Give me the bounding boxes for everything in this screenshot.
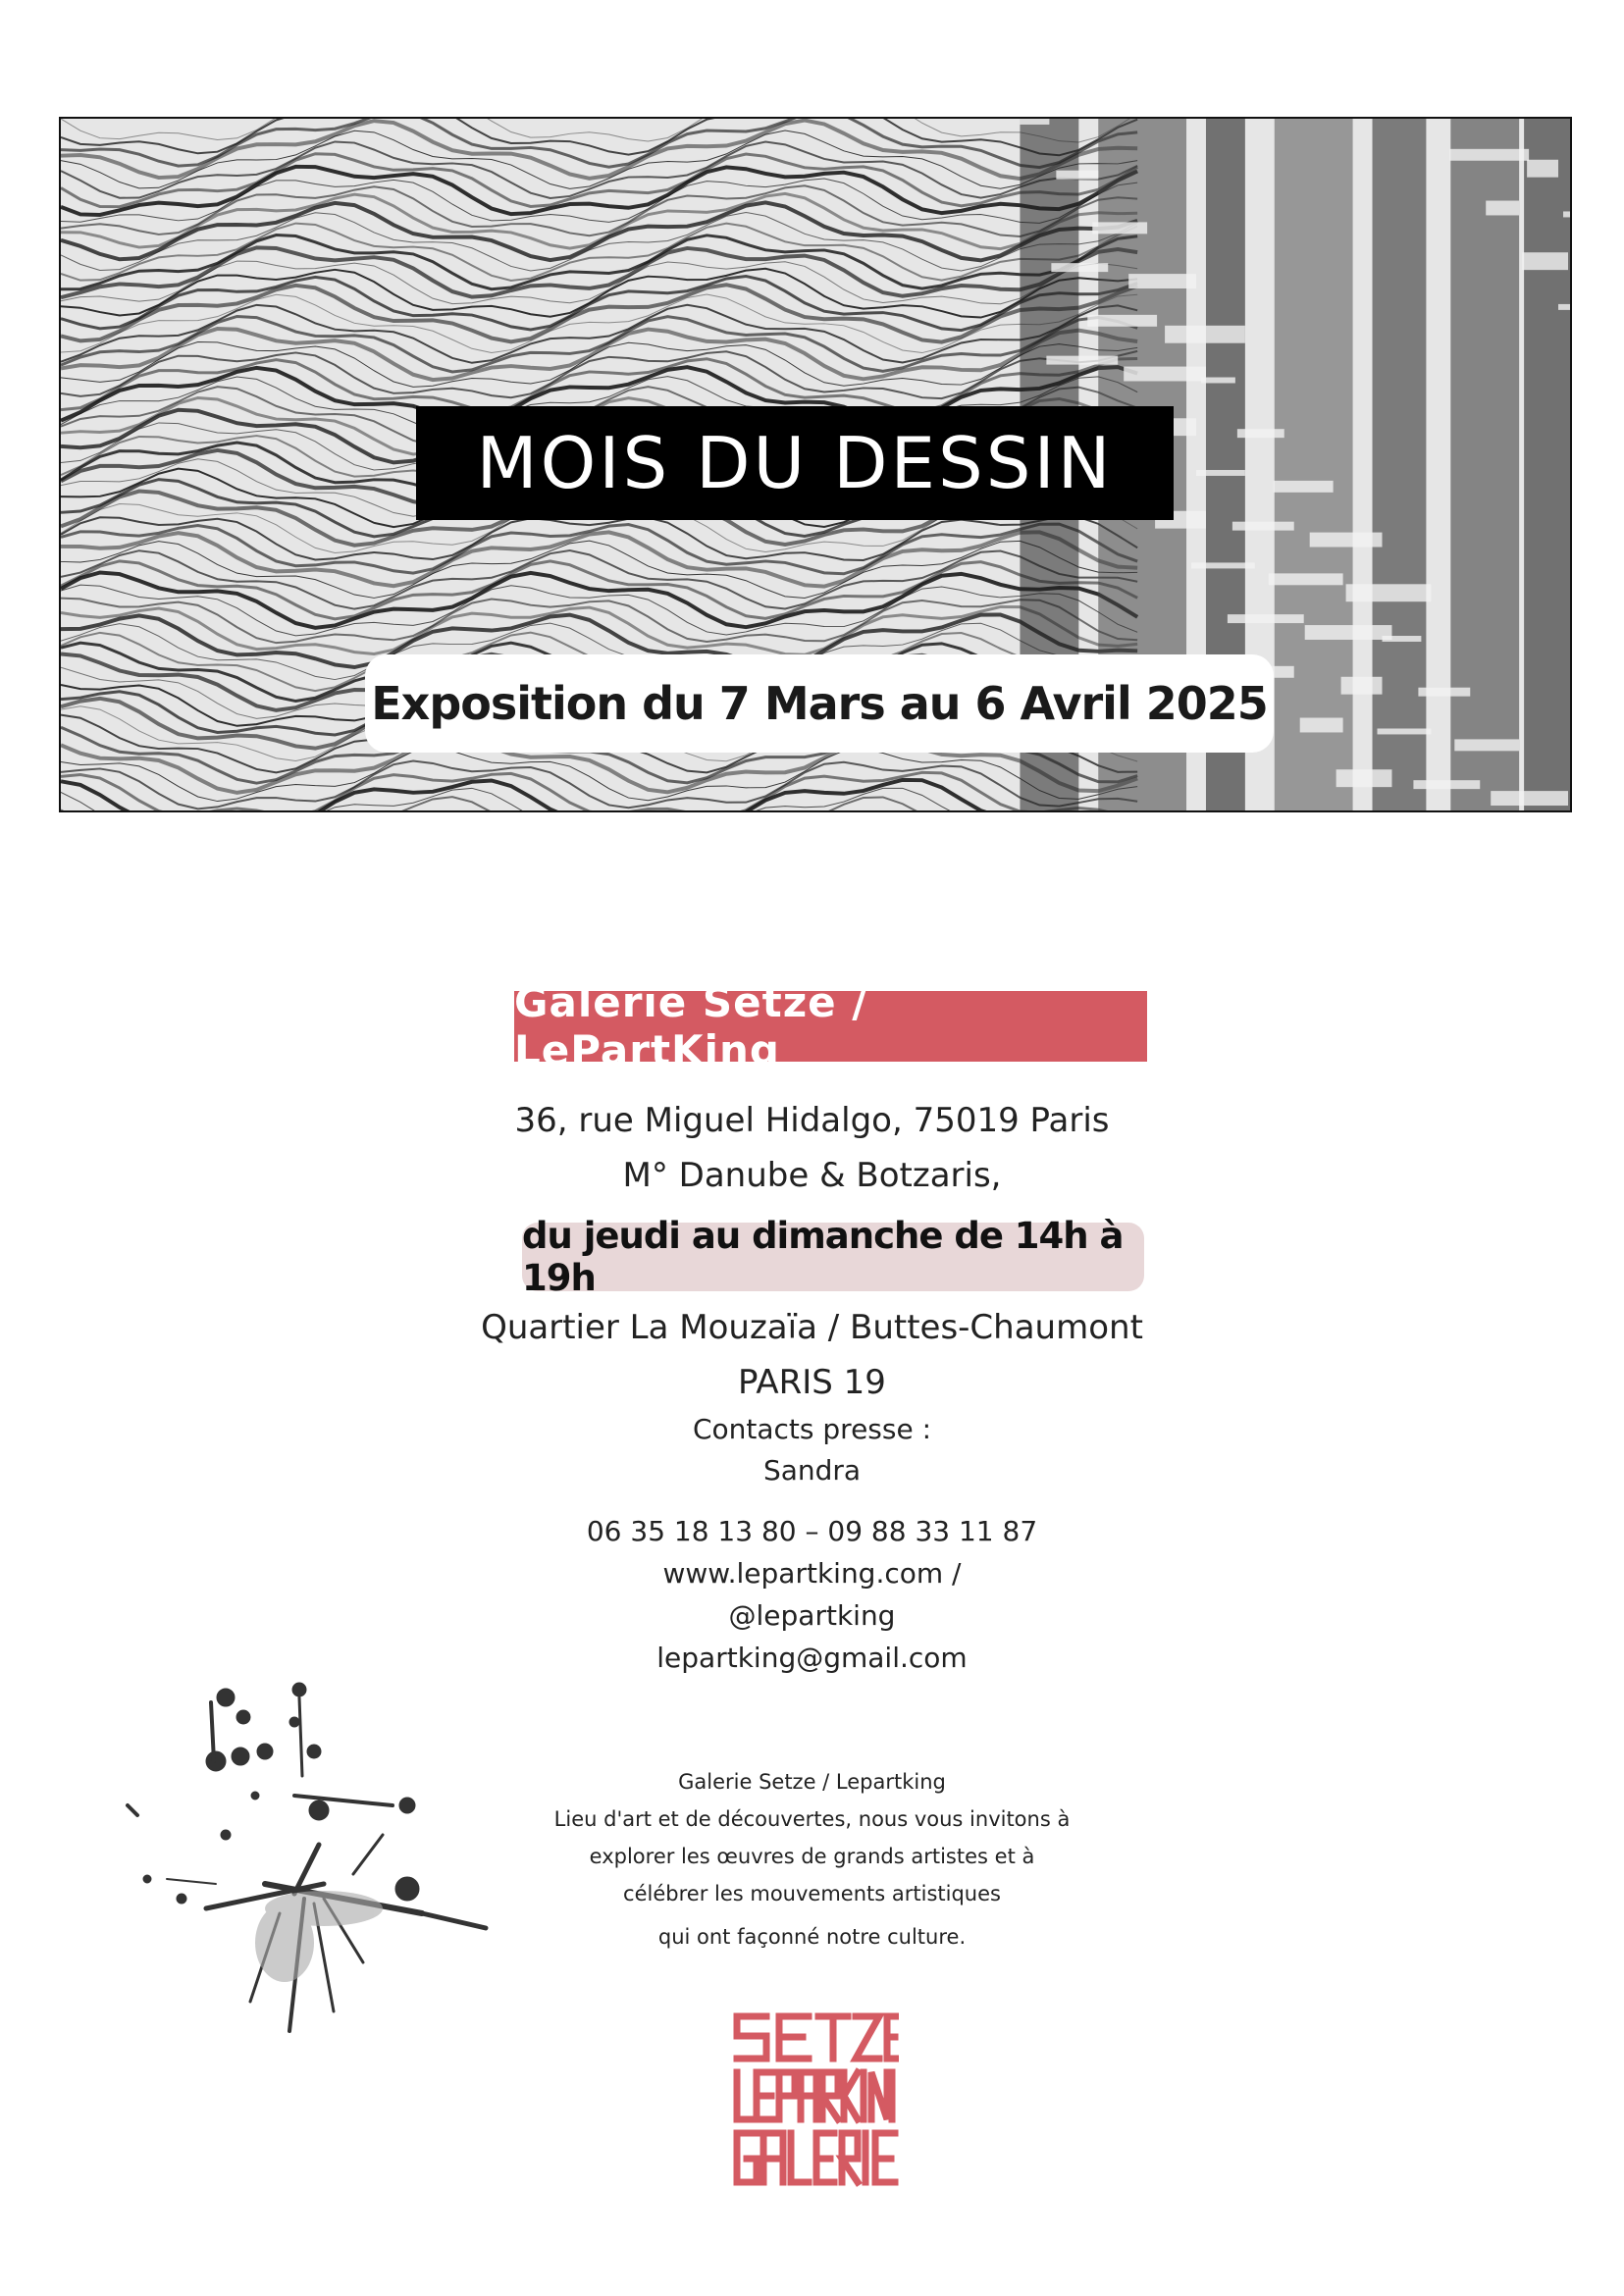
- phone-numbers: 06 35 18 13 80 – 09 88 33 11 87: [586, 1515, 1038, 1547]
- drawing-stroke: [1092, 222, 1147, 234]
- drawing-stroke: [1124, 367, 1206, 382]
- drawing-stroke: [1201, 378, 1235, 384]
- drawing-stroke: [1056, 171, 1098, 180]
- drawing-stroke: [1165, 326, 1245, 343]
- drawing-stroke: [1336, 769, 1392, 787]
- drawing-stroke: [1346, 584, 1432, 601]
- drawing-stroke: [1087, 315, 1157, 327]
- drawing-stroke: [1020, 119, 1049, 125]
- drawing-stroke: [1418, 688, 1470, 697]
- address-line-2: M° Danube & Botzaris,: [622, 1156, 1002, 1195]
- drawing-stroke: [1449, 149, 1529, 161]
- drawing-stroke: [1232, 522, 1294, 531]
- about-line-3: explorer les œuvres de grands artistes et à: [589, 1845, 1035, 1868]
- exhibition-title: MOIS DU DESSIN: [476, 422, 1114, 504]
- drawing-stroke: [1450, 119, 1519, 810]
- instagram-handle[interactable]: @lepartking: [728, 1599, 896, 1632]
- drawing-stroke: [1527, 160, 1558, 178]
- drawing-stroke: [1373, 119, 1427, 810]
- gallery-name: Galerie Setze / LePartKing: [514, 978, 868, 1074]
- exhibition-dates: Exposition du 7 Mars au 6 Avril 2025: [371, 677, 1268, 730]
- setze-lepartking-logo: [732, 2011, 899, 2190]
- email-link[interactable]: lepartking@gmail.com: [656, 1642, 968, 1674]
- opening-hours: du jeudi au dimanche de 14h à 19h: [522, 1215, 1124, 1299]
- drawing-stroke: [1128, 274, 1196, 288]
- exhibition-title-box: [416, 406, 1174, 520]
- drawing-stroke: [1269, 573, 1343, 585]
- drawing-stroke: [1454, 739, 1519, 751]
- about-line-4: célébrer les mouvements artistiques: [623, 1882, 1001, 1905]
- drawing-stroke: [1522, 252, 1568, 270]
- hero-banner: [59, 117, 1572, 812]
- drawing-stroke: [1413, 780, 1480, 789]
- city: PARIS 19: [738, 1363, 886, 1402]
- drawing-stroke: [1051, 263, 1108, 272]
- drawing-stroke: [1300, 718, 1343, 733]
- website-link[interactable]: www.lepartking.com /: [662, 1557, 962, 1590]
- drawing-stroke: [1305, 625, 1392, 640]
- drawing-stroke: [1491, 791, 1568, 806]
- address-line-1: 36, rue Miguel Hidalgo, 75019 Paris: [514, 1101, 1110, 1140]
- opening-hours-pill: [522, 1215, 1144, 1299]
- drawing-stroke: [1191, 562, 1255, 568]
- drawing-stroke: [1558, 304, 1570, 310]
- drawing-stroke: [1275, 119, 1353, 810]
- drawing-stroke: [1524, 119, 1570, 810]
- drawing-stroke: [1563, 211, 1570, 217]
- drawing-stroke: [1378, 728, 1432, 734]
- press-contact-name: Sandra: [762, 1454, 862, 1487]
- drawing-stroke: [1046, 356, 1118, 365]
- gallery-name-box: [514, 978, 1147, 1074]
- exhibition-dates-pill: [365, 654, 1274, 753]
- district: Quartier La Mouzaïa / Buttes-Chaumont: [481, 1308, 1143, 1347]
- drawing-stroke: [1228, 614, 1304, 623]
- about-line-1: Galerie Setze / Lepartking: [678, 1770, 946, 1794]
- drawing-stroke: [1274, 481, 1334, 493]
- drawing-stroke: [1310, 533, 1383, 548]
- about-line-2: Lieu d'art et de découvertes, nous vous invitons à: [553, 1807, 1071, 1831]
- press-contacts-label: Contacts presse :: [692, 1413, 932, 1445]
- drawing-stroke: [1341, 677, 1383, 695]
- drawing-stroke: [1486, 201, 1519, 216]
- drawing-stroke: [1196, 470, 1245, 476]
- drawing-stroke: [1237, 429, 1284, 438]
- ink-splatter-image: [69, 1648, 559, 2178]
- about-line-5: qui ont façonné notre culture.: [657, 1925, 967, 1949]
